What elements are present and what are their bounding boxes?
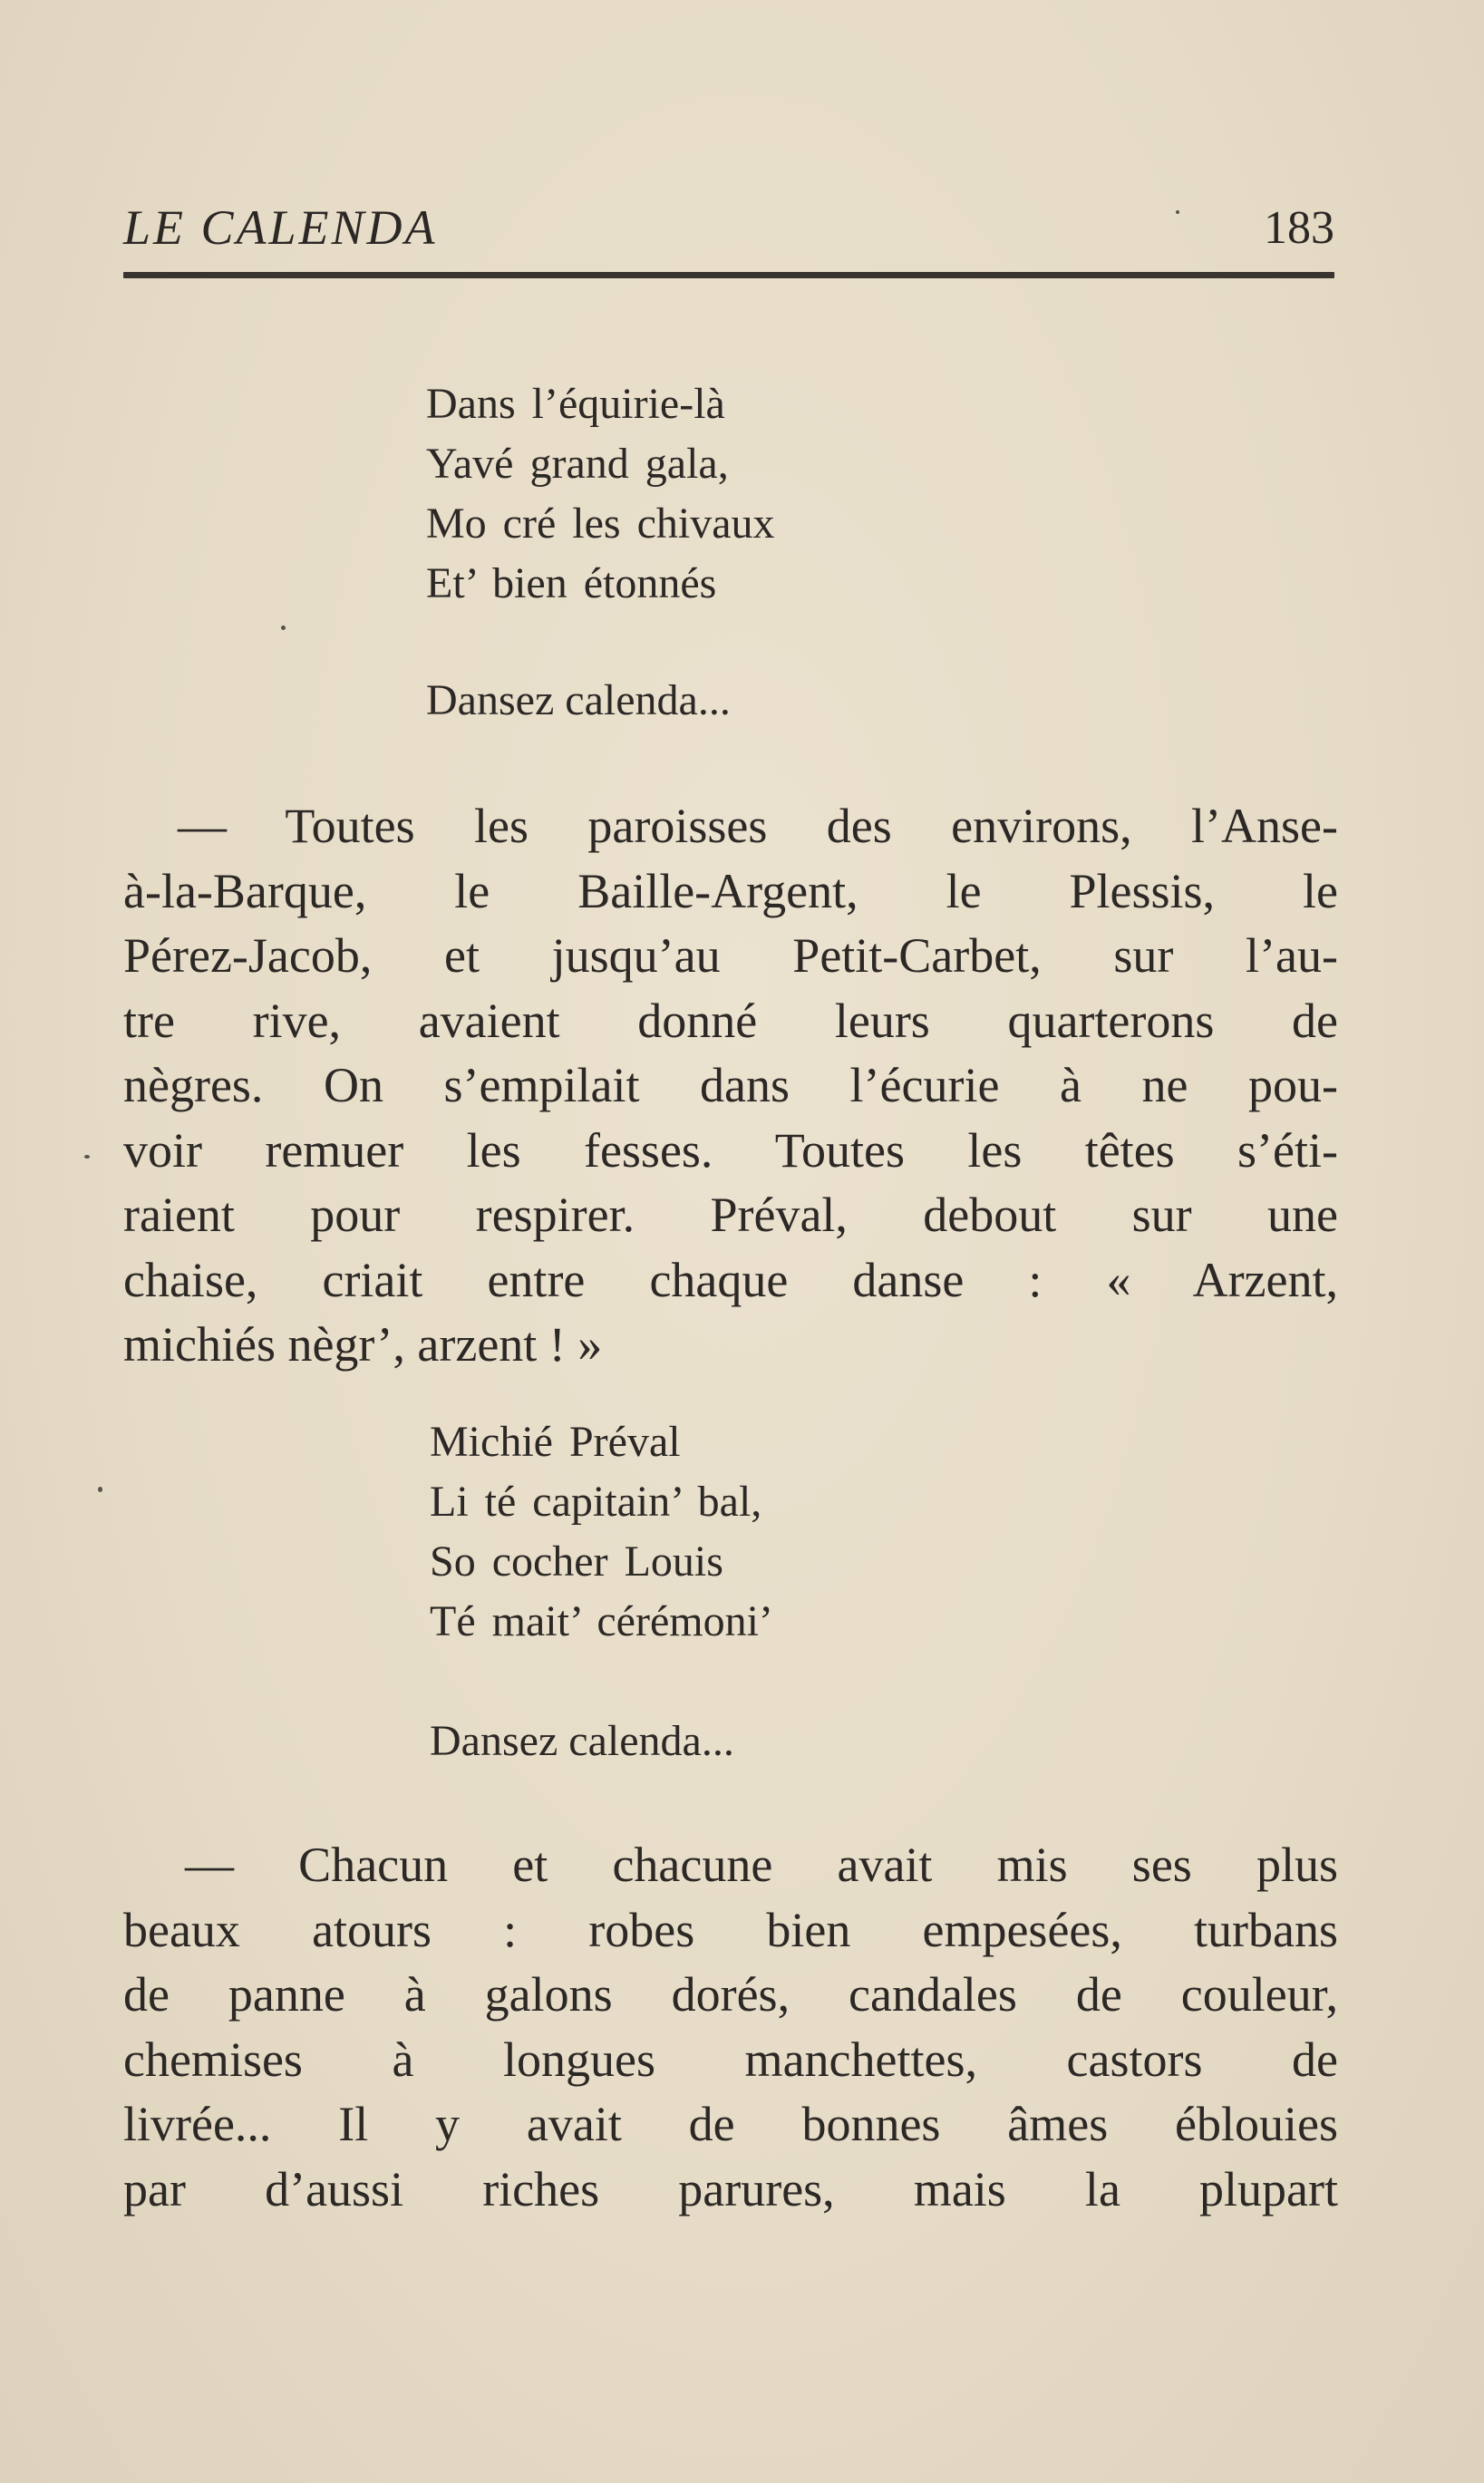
paper-speck [281,626,286,630]
verse-line: Li té capitain’ bal, [430,1478,762,1526]
verse-stanza-1 [426,374,775,614]
paragraph-1 [123,794,1338,1378]
text-line: chaise, criait entre chaque danse : « Arzent, [123,1252,1338,1307]
text-line: Pérez-Jacob, et jusqu’au Petit-Carbet, sur l’au- [123,928,1338,983]
text-line: raient pour respirer. Préval, debout sur une [123,1188,1338,1242]
chapter-title: LE CALENDA [123,200,438,255]
text-line: — Chacun et chacune avait mis ses plus [185,1838,1338,1892]
verse-line: Yavé grand gala, [426,440,729,488]
paper-speck [1176,210,1179,214]
running-head [123,199,1334,263]
text-line: par d’aussi riches parures, mais la plupart [123,2161,1338,2216]
verse-line: Dans l’équirie-là [426,380,725,428]
page-number: 183 [1264,202,1334,254]
text-line: voir remuer les fesses. Toutes les têtes s’éti- [123,1122,1338,1178]
text-line: à-la-Barque, le Baille-Argent, le Plessis, le [123,863,1338,918]
paper-speck [84,1155,90,1159]
text-line: tre rive, avaient donné leurs quarterons de [123,993,1338,1048]
text-line: livrée... Il y avait de bonnes âmes éblouies [123,2097,1338,2151]
verse-line: Et’ bien étonnés [426,559,717,607]
text-line: michiés nègr’, arzent ! » [123,1317,603,1372]
paragraph-2 [123,1833,1338,2222]
refrain-2: Dansez calenda... [430,1717,734,1765]
header-rule [123,272,1334,278]
paper-speck [98,1487,102,1492]
verse-line: Michié Préval [430,1418,681,1466]
text-line: chemises à longues manchettes, castors de [123,2032,1338,2087]
verse-line: Mo cré les chivaux [426,500,775,548]
text-line: — Toutes les paroisses des environs, l’Anse- [178,799,1338,853]
verse-line: Té mait’ cérémoni’ [430,1597,773,1645]
refrain-1: Dansez calenda... [426,676,731,724]
text-line: nègres. On s’empilait dans l’écurie à ne pou- [123,1058,1338,1112]
verse-stanza-2 [430,1412,773,1652]
text-line: de panne à galons dorés, candales de couleur, [123,1967,1338,2022]
verse-line: So cocher Louis [430,1537,723,1586]
text-line: beaux atours : robes bien empesées, turbans [123,1902,1338,1957]
